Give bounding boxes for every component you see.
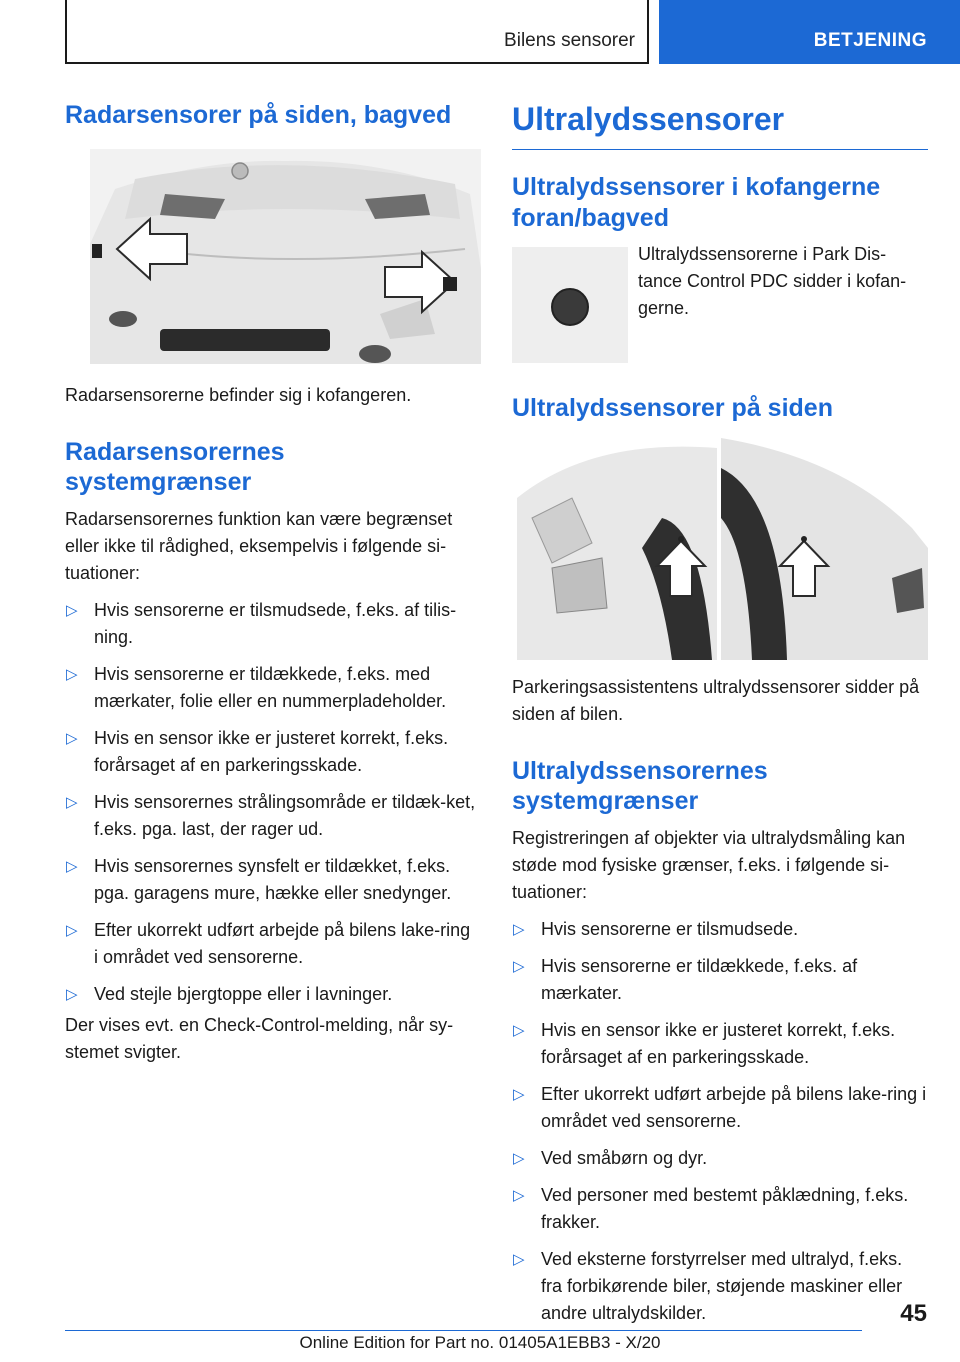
list-item: ▷ Ved stejle bjergtoppe eller i lavninger. [65,981,477,1008]
edition-footer: Online Edition for Part no. 01405A1EBB3 - X/20 [299,1333,661,1352]
bullet-triangle-icon: ▷ [513,1021,525,1039]
bullet-triangle-icon: ▷ [513,1250,525,1268]
bumper-sensor-text: Ultralydssensorerne i Park Dis‐tance Control PDC sidder i kofan‐gerne. [638,244,907,319]
list-item: ▷ Ved eksterne forstyrrelser med ultralyd, f.eks. fra forbikørende biler, støjende maskiner eller andre ultralydskilder. [512,1246,928,1327]
ultrasonic-main-heading: Ultralydssensorer [512,100,928,150]
list-item: ▷ Hvis sensorerne er tildækkede, f.eks. af mærkater. [512,953,928,1007]
bullet-triangle-icon: ▷ [66,793,78,811]
list-item: ▷ Hvis sensorerne er tilsmudsede, f.eks. af tilis‐ning. [65,597,477,651]
right-column [512,100,928,1327]
bullet-triangle-icon: ▷ [66,857,78,875]
radar-limits-list [65,597,477,1008]
rear-bumper-radar-illustration [65,149,481,364]
list-item: ▷ Hvis en sensor ikke er justeret korrekt, f.eks. forårsaget af en parkeringsskade. [512,1017,928,1071]
pdc-sensor-illustration [512,247,628,363]
bullet-triangle-icon: ▷ [66,601,78,619]
left-column [65,100,477,1066]
list-item: ▷ Hvis en sensor ikke er justeret korrekt, f.eks. forårsaget af en parkeringsskade. [65,725,477,779]
list-item: ▷ Ved småbørn og dyr. [512,1145,928,1172]
side-sensor-caption: Parkeringsassistentens ultralydssensorer sidder på siden af bilen. [512,676,920,724]
list-item: ▷ Efter ukorrekt udført arbejde på bilens lake‐ring i området ved sensorerne. [65,917,477,971]
ultrasonic-limits-list [512,916,928,1327]
list-item: ▷ Hvis sensorerne er tildækkede, f.eks. med mærkater, folie eller en nummerpladeholder. [65,661,477,715]
bullet-triangle-icon: ▷ [66,729,78,747]
bumper-sensor-block [512,244,928,363]
list-item: ▷ Hvis sensorernes synsfelt er tildækket, f.eks. pga. garagens mure, hække eller snedynger. [65,853,477,907]
radar-closing-note: Der vises evt. en Check-Control-melding, når sy‐stemet svigter. [65,1014,454,1062]
radar-limits-intro: Radarsensorernes funktion kan være begrænset eller ikke til rådighed, eksempelvis i følgende si‐tuationer: [65,508,453,583]
list-item: ▷ Ved personer med bestemt påklædning, f.eks. frakker. [512,1182,928,1236]
side-sensor-illustration [512,438,928,660]
radar-caption: Radarsensorerne befinder sig i kofangeren. [65,384,412,405]
chapter-title: BETJENING [813,30,927,51]
bullet-triangle-icon: ▷ [513,957,525,975]
radar-limits-heading: Radarsensorernes systemgrænser [65,437,285,496]
bullet-triangle-icon: ▷ [513,1085,525,1103]
bullet-triangle-icon: ▷ [513,1186,525,1204]
bullet-triangle-icon: ▷ [66,921,78,939]
bullet-triangle-icon: ▷ [66,985,78,1003]
ultrasonic-side-heading: Ultralydssensorer på siden [512,394,833,423]
ultrasonic-limits-intro: Registreringen af objekter via ultralydsmåling kan støde mod fysiske grænser, f.eks. i følgende si‐tuationer: [512,827,906,902]
ultrasonic-bumper-heading: Ultralydssensorer i kofangerne foran/bagved [512,173,881,232]
header-section-box [65,0,649,64]
section-title: Bilens sensorer [504,30,635,51]
bullet-triangle-icon: ▷ [513,920,525,938]
bullet-triangle-icon: ▷ [66,665,78,683]
list-item: ▷ Efter ukorrekt udført arbejde på bilens lake‐ring i området ved sensorerne. [512,1081,928,1135]
page-number: 45 [900,1300,927,1327]
ultrasonic-limits-heading: Ultralydssensorernes systemgrænser [512,756,768,816]
footer-divider [65,1330,862,1331]
header-chapter-tab [659,0,960,64]
list-item: ▷ Hvis sensorerne er tilsmudsede. [512,916,928,943]
radar-side-rear-heading: Radarsensorer på siden, bagved [65,101,452,129]
bullet-triangle-icon: ▷ [513,1149,525,1167]
list-item: ▷ Hvis sensorernes strålingsområde er tildæk‐ket, f.eks. pga. last, der rager ud. [65,789,477,843]
